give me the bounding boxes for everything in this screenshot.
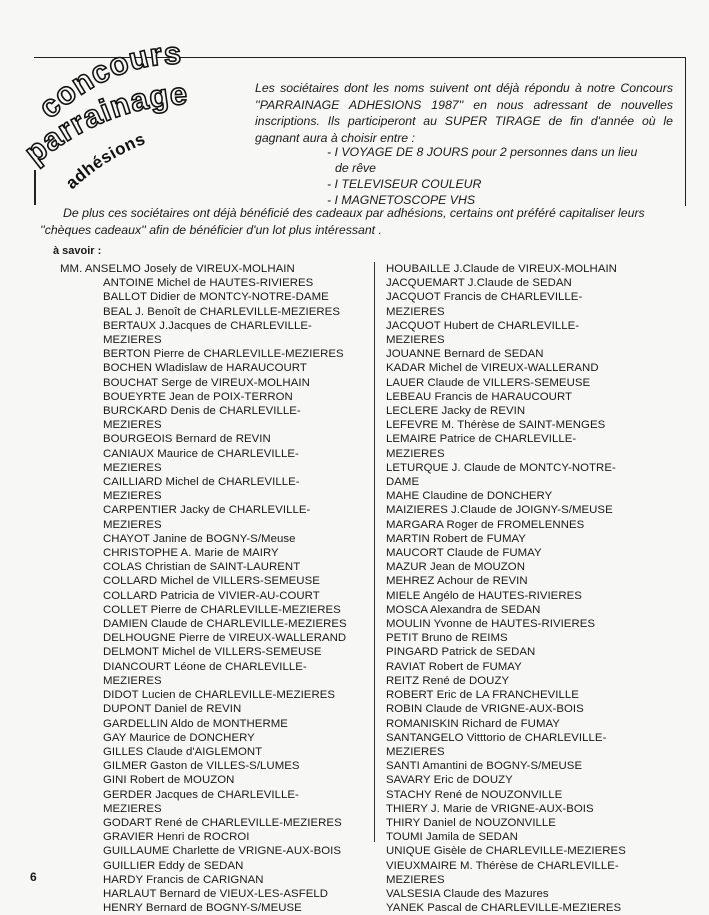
- member-entry: SANTI Amantini de BOGNY-S/MEUSE: [386, 760, 583, 773]
- member-entry: COLLARD Michel de VILLERS-SEMEUSE: [103, 575, 320, 588]
- member-entry: BURCKARD Denis de CHARLEVILLE-: [103, 405, 301, 418]
- member-entry: HARLAUT Bernard de VIEUX-LES-ASFELD: [103, 887, 329, 900]
- member-entry: MEZIERES: [103, 419, 162, 432]
- prizes-list: [327, 144, 677, 208]
- member-entry: PINGARD Patrick de SEDAN: [386, 646, 536, 659]
- member-entry: VALSESIA Claude des Mazures: [386, 887, 549, 900]
- member-entry: LEBEAU Francis de HARAUCOURT: [386, 390, 573, 403]
- member-entry: MOULIN Yvonne de HAUTES-RIVIERES: [386, 618, 596, 631]
- page-number: 6: [30, 870, 37, 884]
- member-entry: GERDER Jacques de CHARLEVILLE-: [103, 788, 299, 801]
- member-entry: DUPONT Daniel de REVIN: [103, 703, 242, 716]
- member-entry: LETURQUE J. Claude de MONTCY-NOTRE-: [386, 461, 616, 474]
- member-entry: DAMIEN Claude de CHARLEVILLE-MEZIERES: [103, 618, 347, 631]
- member-entry: PETIT Bruno de REIMS: [386, 632, 508, 645]
- member-entry: DELMONT Michel de VILLERS-SEMEUSE: [103, 646, 322, 659]
- member-entry: HOUBAILLE J.Claude de VIREUX-MOLHAIN: [386, 263, 617, 275]
- member-entry: CHRISTOPHE A. Marie de MAIRY: [103, 547, 279, 560]
- member-entry: JACQUOT Hubert de CHARLEVILLE-: [386, 319, 580, 332]
- more-paragraph: De plus ces sociétaires ont déjà bénéficié des cadeaux par adhésions, certains ont préféré capitaliser leurs ''chèques cadeaux'' afin de bénéficier d'un lot plus intéressant .: [40, 206, 645, 237]
- a-savoir-heading: à savoir :: [53, 245, 102, 257]
- member-entry: VIEUXMAIRE M. Thérèse de CHARLEVILLE-: [386, 859, 619, 872]
- member-entry: GUILLAUME Charlette de VRIGNE-AUX-BOIS: [103, 845, 342, 858]
- member-entry: SANTANGELO Vitttorio de CHARLEVILLE-: [386, 731, 607, 744]
- member-entry: ANTOINE Michel de HAUTES-RIVIERES: [103, 277, 314, 290]
- member-entry: MEZIERES: [386, 447, 445, 460]
- member-entry: REITZ René de DOUZY: [386, 674, 510, 687]
- member-entry: MM. ANSELMO Josely de VIREUX-MOLHAIN: [60, 263, 295, 275]
- member-entry: ROBIN Claude de VRIGNE-AUX-BOIS: [386, 703, 584, 716]
- member-entry: MAUCORT Claude de FUMAY: [386, 547, 542, 560]
- member-entry: BOCHEN Wladislaw de HARAUCOURT: [103, 362, 307, 375]
- member-entry: RAVIAT Robert de FUMAY: [386, 660, 522, 673]
- prize-line: - I TELEVISEUR COULEUR: [327, 177, 482, 191]
- column-divider: [374, 262, 375, 842]
- member-entry: HARDY Francis de CARIGNAN: [103, 873, 264, 886]
- member-entry: BOUCHAT Serge de VIREUX-MOLHAIN: [103, 376, 310, 389]
- member-entry: MEZIERES: [386, 305, 445, 318]
- member-entry: LECLERE Jacky de REVIN: [386, 405, 526, 418]
- member-entry: DIANCOURT Léone de CHARLEVILLE-: [103, 660, 307, 673]
- member-entry: GILLES Claude d'AIGLEMONT: [103, 745, 263, 758]
- member-entry: BERTAUX J.Jacques de CHARLEVILLE-: [103, 319, 312, 332]
- member-entry: COLAS Christian de SAINT-LAURENT: [103, 561, 301, 574]
- concours-parrainage-logo: [10, 40, 265, 190]
- member-entry: GAY Maurice de DONCHERY: [103, 731, 255, 744]
- member-entry: JACQUOT Francis de CHARLEVILLE-: [386, 291, 583, 304]
- member-entry: ROBERT Eric de LA FRANCHEVILLE: [386, 689, 579, 702]
- member-entry: THIRY Daniel de NOUZONVILLE: [386, 816, 556, 829]
- member-entry: CHAYOT Janine de BOGNY-S/Meuse: [103, 532, 296, 545]
- member-entry: BEAL J. Benoît de CHARLEVILLE-MEZIERES: [103, 305, 340, 318]
- member-entry: BERTON Pierre de CHARLEVILLE-MEZIERES: [103, 348, 344, 361]
- member-entry: ROMANISKIN Richard de FUMAY: [386, 717, 560, 730]
- member-entry: MARTIN Robert de FUMAY: [386, 532, 526, 545]
- member-entry: COLLET Pierre de CHARLEVILLE-MEZIERES: [103, 603, 341, 616]
- member-entry: KADAR Michel de VIREUX-WALLERAND: [386, 362, 599, 375]
- prize-line: de rêve: [335, 161, 377, 175]
- member-entry: SAVARY Eric de DOUZY: [386, 774, 513, 787]
- member-entry: MARGARA Roger de FROMELENNES: [386, 518, 585, 531]
- member-entry: MAHE Claudine de DONCHERY: [386, 490, 553, 503]
- member-entry: GODART René de CHARLEVILLE-MEZIERES: [103, 816, 342, 829]
- intro-paragraph: [255, 80, 673, 146]
- member-entry: CANIAUX Maurice de CHARLEVILLE-: [103, 447, 299, 460]
- intro-text: Les sociétaires dont les noms suivent ont déjà répondu à notre Concours ''PARRAINAGE ADHESIONS 1987'' en nous adressant de nouvelles inscriptions. Ils participeront au SUPER TIRAGE de fin d'année où le gagnant aura à choisir entre :: [255, 81, 673, 145]
- member-entry: LAUER Claude de VILLERS-SEMEUSE: [386, 376, 591, 389]
- member-entry: COLLARD Patricia de VIVIER-AU-COURT: [103, 589, 320, 602]
- member-entry: GILMER Gaston de VILLES-S/LUMES: [103, 760, 300, 773]
- right-name-column: [386, 262, 686, 915]
- member-entry: MEZIERES: [386, 745, 445, 758]
- member-entry: MAIZIERES J.Claude de JOIGNY-S/MEUSE: [386, 504, 613, 517]
- member-entry: GINI Robert de MOUZON: [103, 774, 235, 787]
- member-entry: DIDOT Lucien de CHARLEVILLE-MEZIERES: [103, 689, 336, 702]
- member-entry: MOSCA Alexandra de SEDAN: [386, 603, 541, 616]
- member-entry: BOUEYRTE Jean de POIX-TERRON: [103, 390, 293, 403]
- logo-word-parrainage: parrainage: [17, 75, 190, 171]
- member-entry: JACQUEMART J.Claude de SEDAN: [386, 277, 572, 290]
- member-entry: BALLOT Didier de MONTCY-NOTRE-DAME: [103, 291, 329, 304]
- member-entry: MIELE Angélo de HAUTES-RIVIERES: [386, 589, 582, 602]
- member-entry: MEZIERES: [103, 518, 162, 531]
- member-entry: CARPENTIER Jacky de CHARLEVILLE-: [103, 504, 311, 517]
- logo-word-adhesions: adhésions: [61, 129, 149, 190]
- member-entry: MEZIERES: [103, 490, 162, 503]
- member-entry: DELHOUGNE Pierre de VIREUX-WALLERAND: [103, 632, 347, 645]
- member-entry: JOUANNE Bernard de SEDAN: [386, 348, 544, 361]
- member-entry: MEZIERES: [103, 674, 162, 687]
- member-entry: GUILLIER Eddy de SEDAN: [103, 859, 244, 872]
- logo-word-concours: concours: [31, 40, 183, 126]
- member-entry: GARDELLIN Aldo de MONTHERME: [103, 717, 288, 730]
- member-entry: LEFEVRE M. Thérèse de SAINT-MENGES: [386, 419, 606, 432]
- member-entry: LEMAIRE Patrice de CHARLEVILLE-: [386, 433, 577, 446]
- member-entry: DAME: [386, 476, 420, 489]
- member-entry: MEHREZ Achour de REVIN: [386, 575, 528, 588]
- left-name-column: [60, 262, 360, 915]
- prize-line: - I MAGNETOSCOPE VHS: [327, 193, 476, 207]
- member-entry: CAILLIARD Michel de CHARLEVILLE-: [103, 476, 300, 489]
- member-entry: STACHY René de NOUZONVILLE: [386, 788, 563, 801]
- member-entry: YANEK Pascal de CHARLEVILLE-MEZIERES: [386, 902, 622, 915]
- prize-line: - I VOYAGE DE 8 JOURS pour 2 personnes dans un lieu: [327, 145, 638, 159]
- member-entry: MAZUR Jean de MOUZON: [386, 561, 525, 574]
- member-entry: MEZIERES: [386, 873, 445, 886]
- member-entry: HENRY Bernard de BOGNY-S/MEUSE: [103, 902, 302, 915]
- member-entry: MEZIERES: [103, 334, 162, 347]
- member-entry: BOURGEOIS Bernard de REVIN: [103, 433, 271, 446]
- member-entry: UNIQUE Gisèle de CHARLEVILLE-MEZIERES: [386, 845, 626, 858]
- member-entry: MEZIERES: [386, 334, 445, 347]
- member-entry: MEZIERES: [103, 802, 162, 815]
- member-entry: MEZIERES: [103, 461, 162, 474]
- member-entry: TOUMI Jamila de SEDAN: [386, 831, 518, 844]
- member-entry: THIERY J. Marie de VRIGNE-AUX-BOIS: [386, 802, 594, 815]
- member-entry: GRAVIER Henri de ROCROI: [103, 831, 250, 844]
